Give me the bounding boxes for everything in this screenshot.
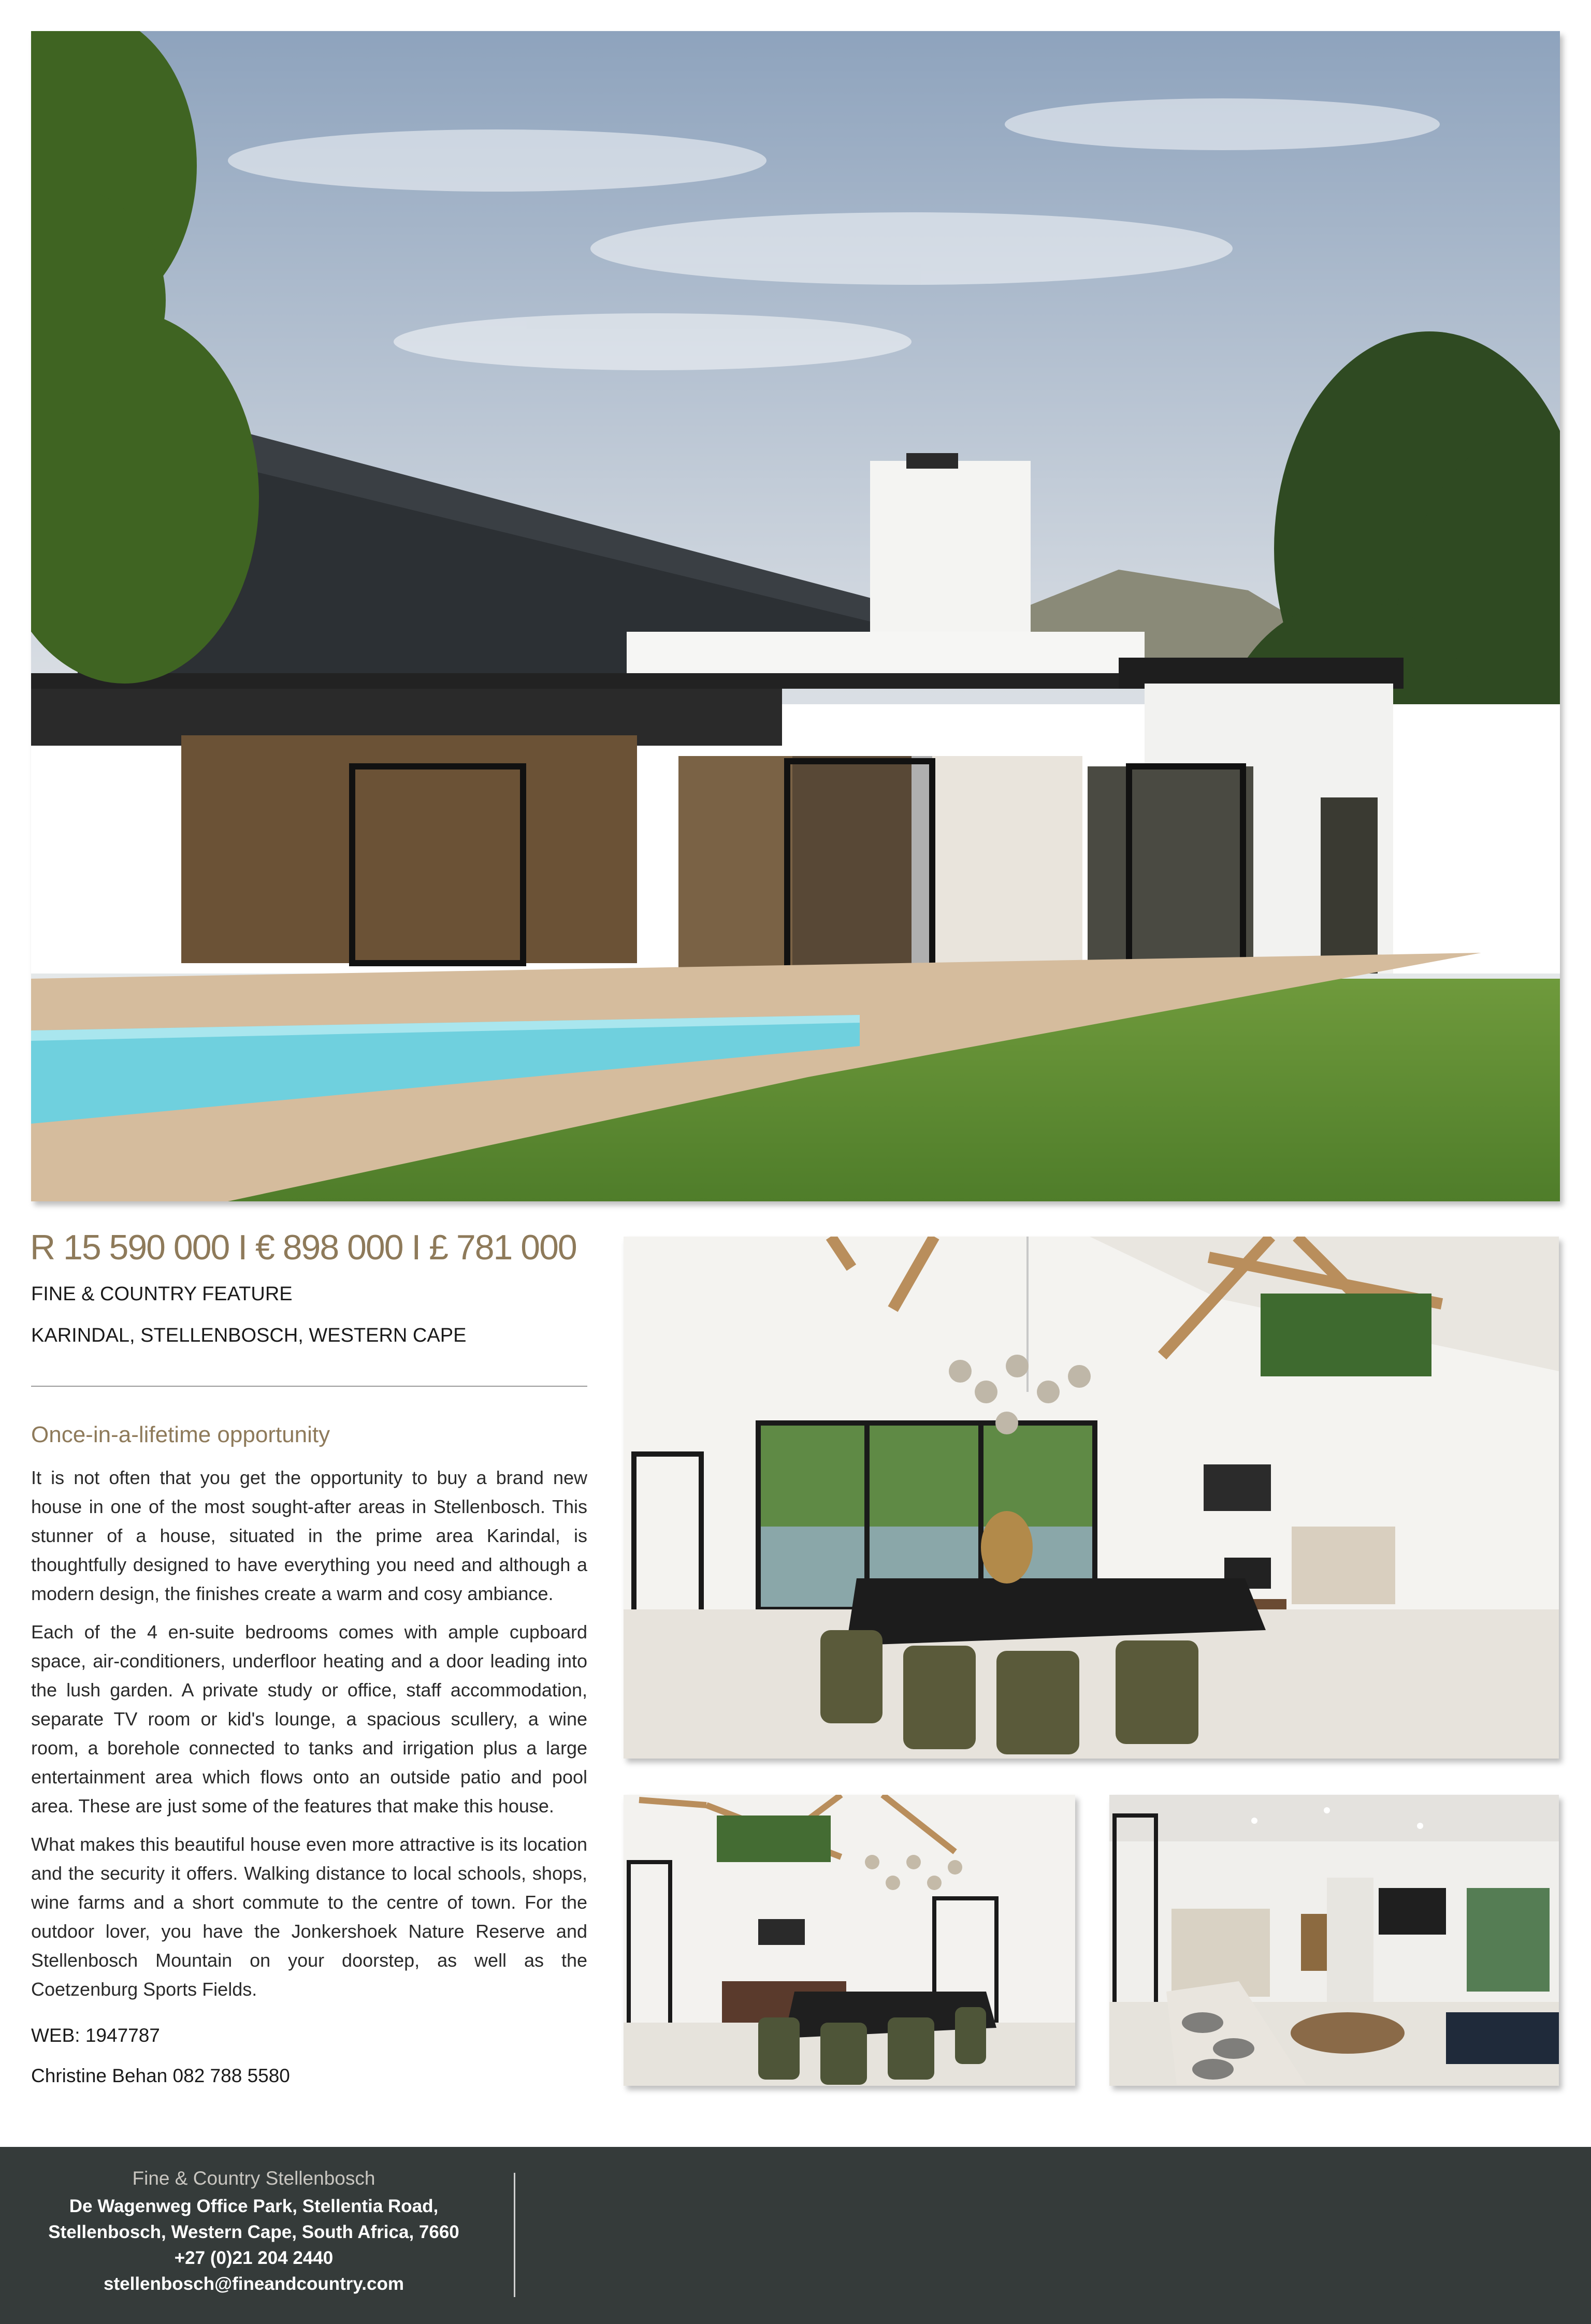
description-paragraph: Each of the 4 en-suite bedrooms comes with ample cupboard space, air-conditioners, underfloor heating and a door leading into the lush garden. A private study or office, staff accommodation, separate TV room or kid's lounge, a spacious scullery, a wine room, a borehole connected to tanks and irrigation plus a large entertainment area which flows onto an outside patio and pool area. These are just some of the features that make this house.	[31, 1621, 587, 1817]
feature-label: FINE & COUNTRY FEATURE	[31, 1283, 293, 1305]
address-line-1: De Wagenweg Office Park, Stellentia Road,	[69, 2196, 439, 2216]
web-reference: WEB: 1947787	[31, 2025, 160, 2046]
listing-price: R 15 590 000 I € 898 000 I £ 781 000	[30, 1228, 576, 1267]
interior-photo-lounge	[1109, 1795, 1559, 2086]
footer-divider	[514, 2173, 515, 2297]
description-paragraph: It is not often that you get the opportunity to buy a brand new house in one of the most sought-after areas in Stellenbosch. This stunner of a house, situated in the prime area Karindal, is thoughtfully designed to have everything you need and although a modern design, the finishes create a warm and cosy ambiance.	[31, 1467, 587, 1604]
description-body	[31, 1463, 587, 2013]
office-details	[21, 2166, 487, 2297]
hero-photo-house-exterior	[31, 31, 1560, 1201]
interior-photo-dining-living	[624, 1237, 1559, 1759]
office-email: stellenbosch@fineandcountry.com	[104, 2274, 404, 2294]
section-divider	[31, 1386, 587, 1387]
description-paragraph: What makes this beautiful house even more attractive is its location and the security it offers. Walking distance to local schools, shops, wine farms and a short commute to the centre of town. For the outdoor lover, you have the Jonkershoek Nature Reserve and Stellenbosch Mountain on your doorstep, as well as the Coetzenburg Sports Fields.	[31, 1834, 587, 2000]
location-label: KARINDAL, STELLENBOSCH, WESTERN CAPE	[31, 1325, 467, 1346]
section-heading: Once-in-a-lifetime opportunity	[31, 1422, 330, 1447]
agent-contact: Christine Behan 082 788 5580	[31, 2065, 290, 2086]
office-phone: +27 (0)21 204 2440	[174, 2248, 334, 2268]
office-name: Fine & Country Stellenbosch	[132, 2168, 375, 2189]
address-line-2: Stellenbosch, Western Cape, South Africa, 7660	[48, 2222, 459, 2242]
interior-photo-dining-room	[624, 1795, 1075, 2086]
footer	[0, 2147, 1591, 2324]
